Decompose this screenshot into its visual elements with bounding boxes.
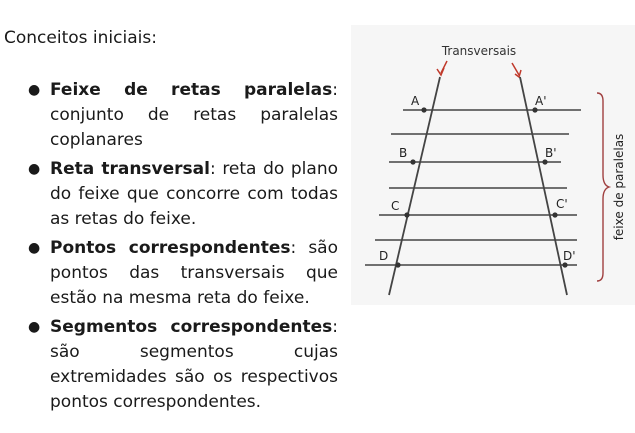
list-item: ● Reta transversal: reta do plano do feixe que concorre com todas as retas do feixe. [28, 159, 338, 229]
term: Feixe de retas paralelas [50, 80, 333, 100]
term: Pontos correspondentes [50, 238, 291, 258]
point-b-prime [542, 159, 547, 164]
figure-background [351, 25, 635, 305]
bullet-icon: ● [28, 82, 41, 98]
label-b: B [399, 146, 408, 160]
list-item: ● Pontos correspondentes: são pontos das transversais que estão na mesma reta do feixe. [28, 238, 338, 308]
label-b-prime: B' [545, 146, 557, 160]
point-a-prime [532, 107, 537, 112]
point-a [421, 107, 426, 112]
bullet-icon: ● [28, 161, 41, 177]
definition: são pontos das transversais que estão na mesma reta do feixe. [50, 238, 338, 308]
definition: são segmentos cujas extremidades são os respectivos pontos correspondentes. [50, 342, 338, 412]
figure-title: Transversais [441, 44, 517, 58]
side-label: feixe de paralelas [612, 133, 626, 241]
definition: reta do plano do feixe que concorre com todas as retas do feixe. [50, 159, 338, 229]
definition: conjunto de retas paralelas coplanares [50, 105, 338, 150]
point-d-prime [562, 262, 567, 267]
list-item: ● Segmentos correspondentes: são segmentos cujas extremidades são os respectivos pontos correspondentes. [28, 317, 338, 412]
point-b [410, 159, 415, 164]
parallel-lines-figure [351, 25, 635, 305]
figure-svg [351, 25, 635, 305]
bullet-icon: ● [28, 319, 41, 335]
point-c [404, 212, 409, 217]
list-item: ● Feixe de retas paralelas: conjunto de retas paralelas coplanares [28, 80, 338, 150]
point-c-prime [552, 212, 557, 217]
label-c-prime: C' [556, 197, 568, 211]
label-d-prime: D' [563, 249, 576, 263]
label-a: A [411, 94, 420, 108]
point-d [395, 262, 400, 267]
term: Segmentos correspondentes [50, 317, 333, 337]
concept-list [26, 78, 338, 419]
bullet-icon: ● [28, 240, 41, 256]
label-d: D [379, 249, 389, 263]
label-a-prime: A' [535, 94, 547, 108]
label-c: C [391, 199, 400, 213]
term: Reta transversal [50, 159, 210, 179]
section-heading: Conceitos iniciais: [4, 28, 157, 48]
